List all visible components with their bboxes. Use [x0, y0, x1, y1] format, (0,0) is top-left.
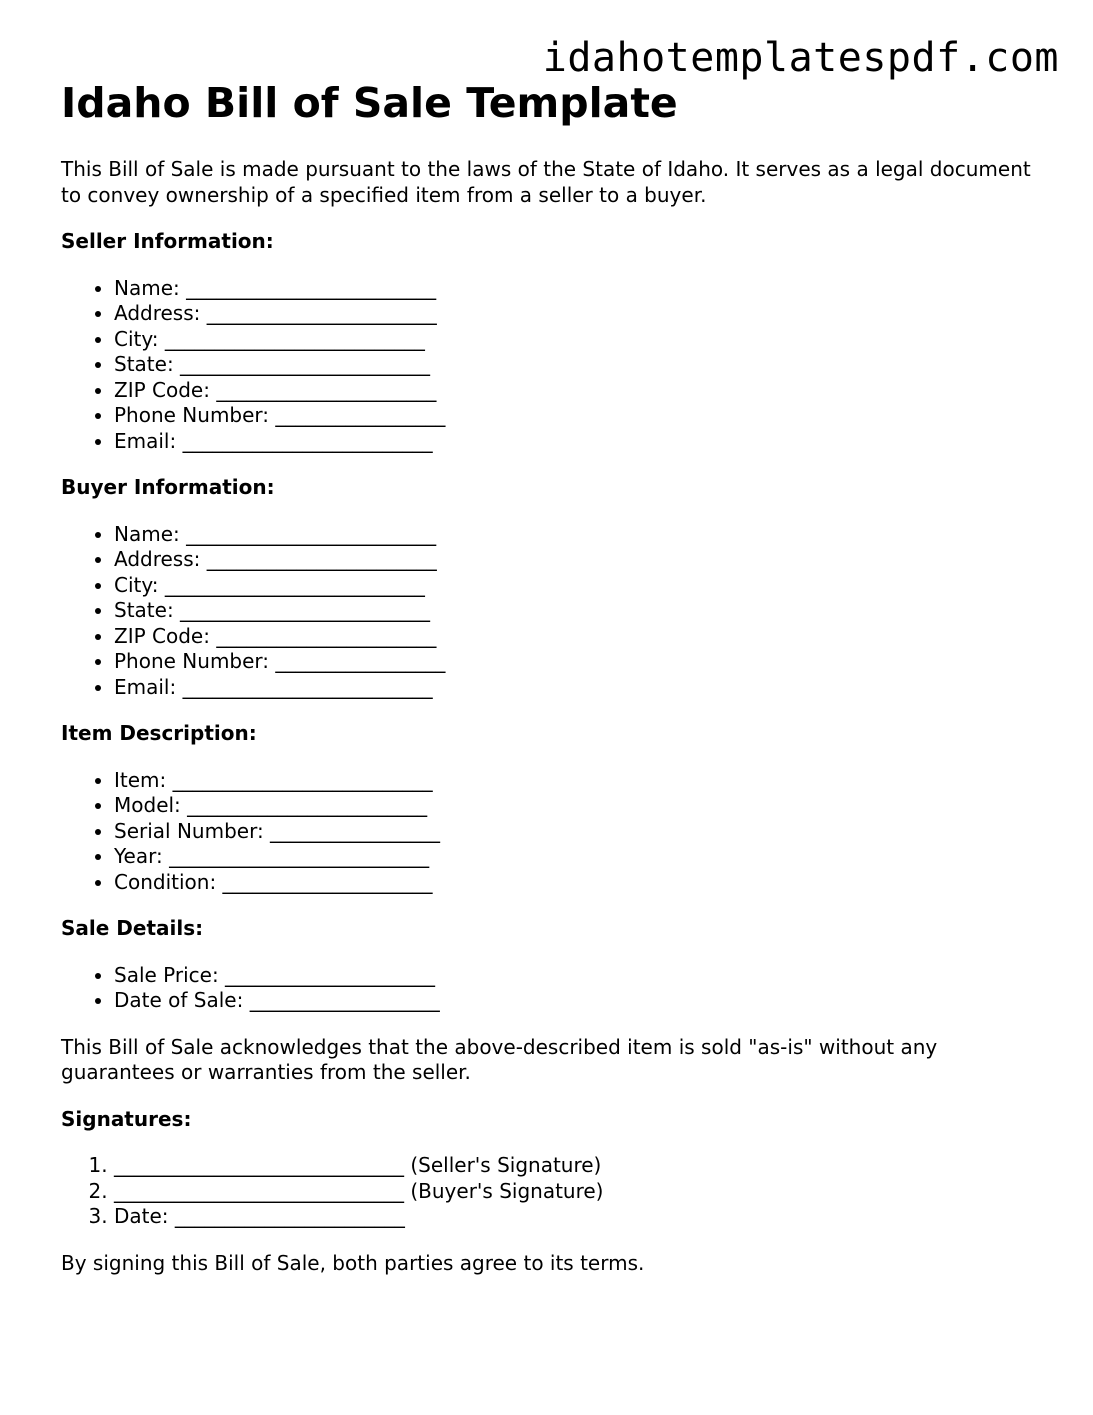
seller-zip-field: • ZIP Code: ______________________: [114, 378, 1051, 404]
item-year-field: • Year: __________________________: [114, 844, 1051, 870]
item-heading: Item Description:: [61, 721, 257, 745]
seller-city-field: • City: __________________________: [114, 327, 1051, 353]
closing-paragraph: By signing this Bill of Sale, both parties agree to its terms.: [61, 1250, 645, 1275]
as-is-paragraph: This Bill of Sale acknowledges that the above-described item is sold "as-is" without any guarantees or warranties from the seller.: [61, 1034, 938, 1084]
buyer-name-field: • Name: _________________________: [114, 522, 1051, 548]
buyer-signature-line: 2. _____________________________ (Buyer's Signature): [114, 1179, 1051, 1205]
buyer-state-field: • State: _________________________: [114, 598, 1051, 624]
seller-signature-line: 1. _____________________________ (Seller's Signature): [114, 1153, 1051, 1179]
seller-state-field: • State: _________________________: [114, 352, 1051, 378]
item-serial-field: • Serial Number: _________________: [114, 819, 1051, 845]
item-model-field: • Model: ________________________: [114, 793, 1051, 819]
buyer-address-field: • Address: _______________________: [114, 547, 1051, 573]
buyer-fields-list: [61, 522, 1051, 701]
sale-date-field: • Date of Sale: ___________________: [114, 988, 1051, 1014]
signatures-heading: Signatures:: [61, 1106, 192, 1131]
signatures-list: [61, 1153, 1051, 1230]
seller-address-field: • Address: _______________________: [114, 301, 1051, 327]
buyer-email-field: • Email: _________________________: [114, 675, 1051, 701]
buyer-zip-field: • ZIP Code: ______________________: [114, 624, 1051, 650]
sale-heading: Sale Details:: [61, 916, 204, 940]
seller-fields-list: [61, 276, 1051, 455]
seller-phone-field: • Phone Number: _________________: [114, 403, 1051, 429]
document: [61, 78, 1051, 1297]
seller-heading: Seller Information:: [61, 229, 274, 253]
item-condition-field: • Condition: _____________________: [114, 870, 1051, 896]
item-fields-list: [61, 768, 1051, 896]
watermark: idahotemplatespdf.com: [542, 35, 1059, 81]
page-title: Idaho Bill of Sale Template: [61, 79, 678, 127]
seller-email-field: • Email: _________________________: [114, 429, 1051, 455]
item-name-field: • Item: __________________________: [114, 768, 1051, 794]
sale-price-field: • Sale Price: _____________________: [114, 963, 1051, 989]
intro-paragraph: This Bill of Sale is made pursuant to the laws of the State of Idaho. It serves as a legal document to convey ownership of a specified item from a seller to a buyer.: [61, 157, 1031, 207]
buyer-phone-field: • Phone Number: _________________: [114, 649, 1051, 675]
signature-date-line: 3. Date: _______________________: [114, 1204, 1051, 1230]
buyer-heading: Buyer Information:: [61, 475, 275, 499]
buyer-city-field: • City: __________________________: [114, 573, 1051, 599]
sale-fields-list: [61, 963, 1051, 1014]
seller-name-field: • Name: _________________________: [114, 276, 1051, 302]
